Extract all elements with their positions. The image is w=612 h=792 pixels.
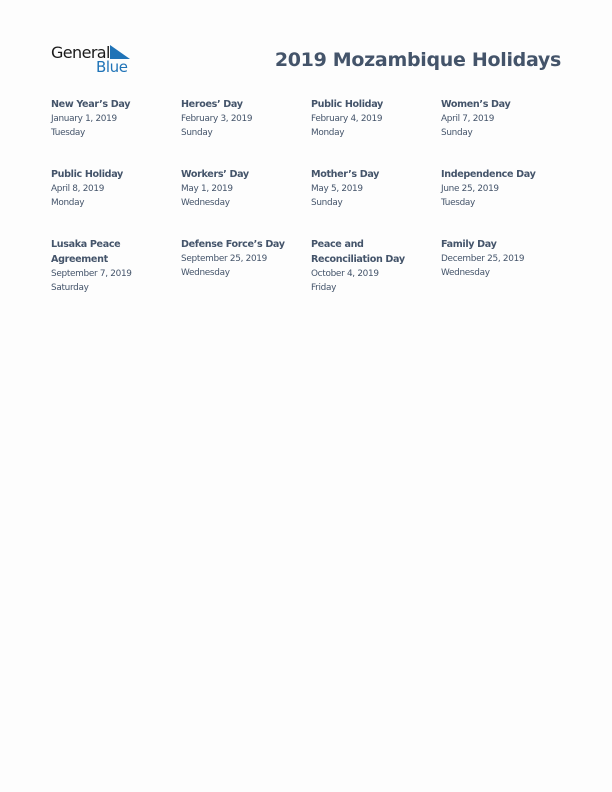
holiday-weekday: Tuesday bbox=[51, 128, 86, 138]
logo-word-general: General bbox=[51, 43, 110, 62]
holiday-weekday: Tuesday bbox=[441, 198, 476, 208]
holiday-item bbox=[441, 167, 566, 210]
holiday-name: Defense Force’s Day bbox=[181, 239, 285, 250]
holiday-name: Independence Day bbox=[441, 169, 536, 180]
holiday-weekday: Sunday bbox=[181, 128, 213, 138]
holiday-item bbox=[441, 97, 566, 140]
holiday-item bbox=[181, 167, 306, 210]
holiday-weekday: Monday bbox=[311, 128, 345, 138]
holiday-name: Workers’ Day bbox=[181, 169, 249, 180]
holiday-weekday: Saturday bbox=[51, 283, 89, 293]
holiday-date: May 5, 2019 bbox=[311, 184, 363, 194]
holiday-date: February 3, 2019 bbox=[181, 114, 253, 124]
holiday-name: Mother’s Day bbox=[311, 169, 380, 180]
page-title: 2019 Mozambique Holidays bbox=[274, 49, 561, 71]
holiday-name: Family Day bbox=[441, 239, 497, 250]
holiday-name: Public Holiday bbox=[51, 169, 123, 180]
holiday-date: September 25, 2019 bbox=[181, 254, 267, 264]
holiday-name: New Year’s Day bbox=[51, 99, 131, 110]
holiday-date: May 1, 2019 bbox=[181, 184, 233, 194]
holiday-weekday: Monday bbox=[51, 198, 85, 208]
holiday-item bbox=[51, 237, 151, 295]
holiday-item bbox=[311, 97, 436, 140]
holiday-item bbox=[311, 167, 436, 210]
holiday-date: June 25, 2019 bbox=[441, 184, 499, 194]
holiday-date: April 7, 2019 bbox=[441, 114, 495, 124]
holiday-weekday: Wednesday bbox=[181, 198, 230, 208]
generalblue-logo bbox=[50, 43, 132, 77]
holiday-item bbox=[311, 237, 416, 295]
holiday-date: December 25, 2019 bbox=[441, 254, 525, 264]
holiday-name: Lusaka Peace Agreement bbox=[51, 239, 121, 265]
logo-word-blue: Blue bbox=[96, 58, 128, 76]
holiday-date: October 4, 2019 bbox=[311, 269, 379, 279]
holiday-date: January 1, 2019 bbox=[51, 114, 117, 124]
holiday-item bbox=[181, 97, 306, 140]
holiday-item bbox=[181, 237, 306, 280]
holiday-weekday: Sunday bbox=[311, 198, 343, 208]
holiday-weekday: Sunday bbox=[441, 128, 473, 138]
holiday-item bbox=[441, 237, 566, 280]
holiday-date: February 4, 2019 bbox=[311, 114, 383, 124]
holiday-name: Peace and Reconciliation Day bbox=[311, 239, 405, 265]
holiday-name: Public Holiday bbox=[311, 99, 383, 110]
holiday-name: Women’s Day bbox=[441, 99, 511, 110]
holiday-date: September 7, 2019 bbox=[51, 269, 132, 279]
holiday-date: April 8, 2019 bbox=[51, 184, 105, 194]
holiday-weekday: Wednesday bbox=[441, 268, 490, 278]
holiday-item bbox=[51, 97, 176, 140]
logo-triangle-icon bbox=[110, 45, 130, 59]
holiday-weekday: Wednesday bbox=[181, 268, 230, 278]
holiday-name: Heroes’ Day bbox=[181, 99, 243, 110]
holiday-item bbox=[51, 167, 176, 210]
holiday-weekday: Friday bbox=[311, 283, 337, 293]
